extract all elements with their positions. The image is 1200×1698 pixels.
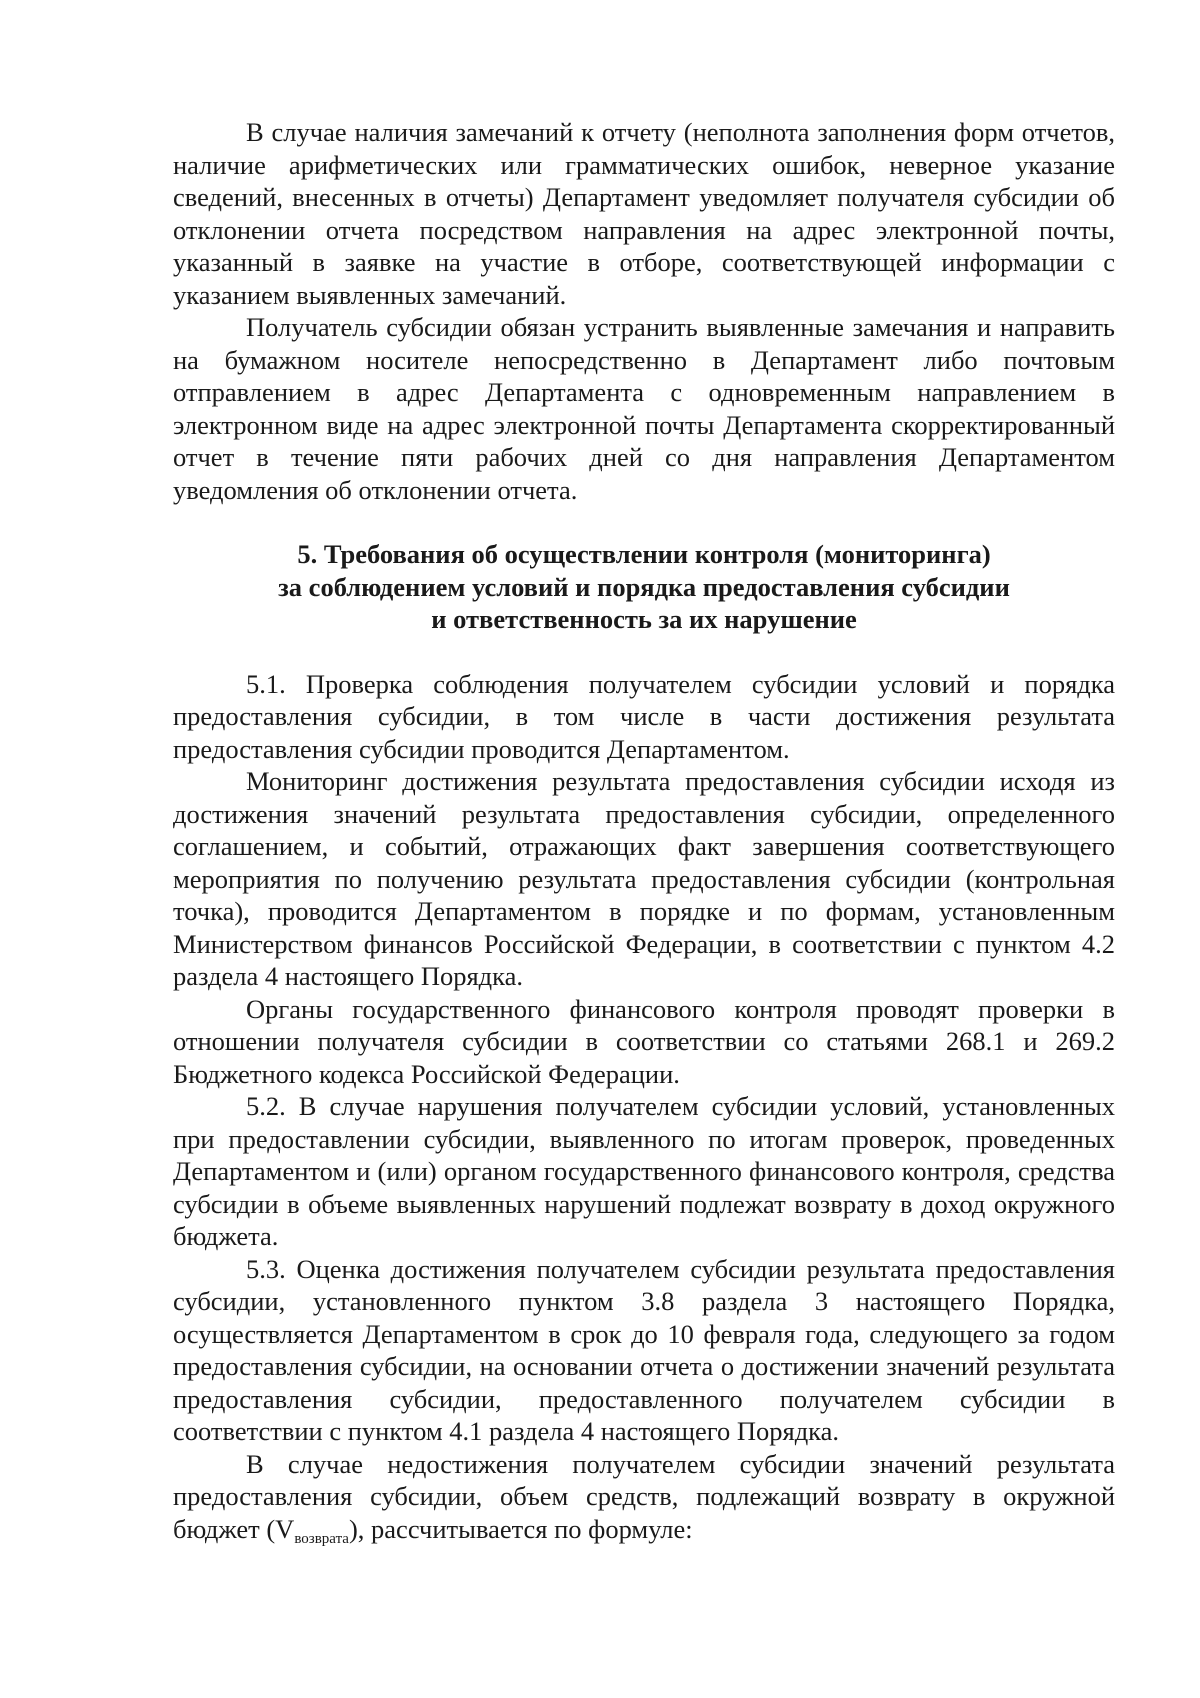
section-5-heading (173, 538, 1115, 636)
paragraph-recipient-obligation: Получатель субсидии обязан устранить выявленные замечания и направить на бумажном носителе непосредственно в Департамент либо почтовым отправлением в адрес Департамента с одновременным направлением в электронном виде на адрес электронной почты Департамента скорректированный отчет в течение пяти рабочих дней со дня направления Департаментом уведомления об отклонении отчета. (173, 312, 1115, 505)
refund-text-after: ), рассчитывается по формуле: (348, 1513, 693, 1544)
paragraph-5-3: 5.3. Оценка достижения получателем субсидии результата предоставления субсидии, установленного пунктом 3.8 раздела 3 настоящего Порядка, осуществляется Департаментом в срок до 10 февраля года, следующего за годом предоставления субсидии, на основании отчета о достижении значений результата предоставления субсидии, предоставленного получателем субсидии в соответствии с пунктом 4.1 раздела 4 настоящего Порядка. (173, 1253, 1115, 1446)
paragraph-monitoring: Мониторинг достижения результата предоставления субсидии исходя из достижения значений результата предоставления субсидии, определенного соглашением, и событий, отражающих факт завершения соответствующего мероприятия по получению результата предоставления субсидии (контрольная точка), проводится Департаментом в порядке и по формам, установленным Министерством финансов Российской Федерации, в соответствии с пунктом 4.2 раздела 4 настоящего Порядка. (173, 766, 1115, 991)
paragraph-remarks-notice: В случае наличия замечаний к отчету (неполнота заполнения форм отчетов, наличие арифметических или грамматических ошибок, неверное указание сведений, внесенных в отчеты) Департамент уведомляет получателя субсидии об отклонении отчета посредством направления на адрес электронной почты, указанный в заявке на участие в отборе, соответствующей информации с указанием выявленных замечаний. (173, 117, 1115, 310)
paragraph-5-2: 5.2. В случае нарушения получателем субсидии условий, установленных при предоставлении субсидии, выявленного по итогам проверок, проведенных Департаментом и (или) органом государственного финансового контроля, средства субсидии в объеме выявленных нарушений подлежат возврату в доход окружного бюджета. (173, 1091, 1115, 1251)
section-5-heading-line-2: за соблюдением условий и порядка предоставления субсидии (278, 571, 1010, 602)
document-body (173, 116, 1115, 1545)
refund-text-before: В случае недостижения получателем субсидии значений результата предоставления субсидии, объем средств, подлежащий возврату в окружной бюджет ( (173, 1448, 1115, 1544)
refund-volume-symbol: V (275, 1513, 295, 1544)
section-5-heading-line-3: и ответственность за их нарушение (431, 604, 857, 634)
paragraph-state-financial-control: Органы государственного финансового контроля проводят проверки в отношении получателя субсидии в соответствии со статьями 268.1 и 269.2 Бюджетного кодекса Российской Федерации. (173, 993, 1115, 1089)
refund-volume-subscript: возврата (294, 1530, 349, 1547)
paragraph-refund-formula-intro (173, 1448, 1115, 1546)
paragraph-5-1: 5.1. Проверка соблюдения получателем субсидии условий и порядка предоставления субсидии, в том числе в части достижения результата предоставления субсидии проводится Департаментом. (173, 668, 1115, 764)
section-5-heading-line-1: 5. Требования об осуществлении контроля (мониторинга) (297, 539, 991, 569)
